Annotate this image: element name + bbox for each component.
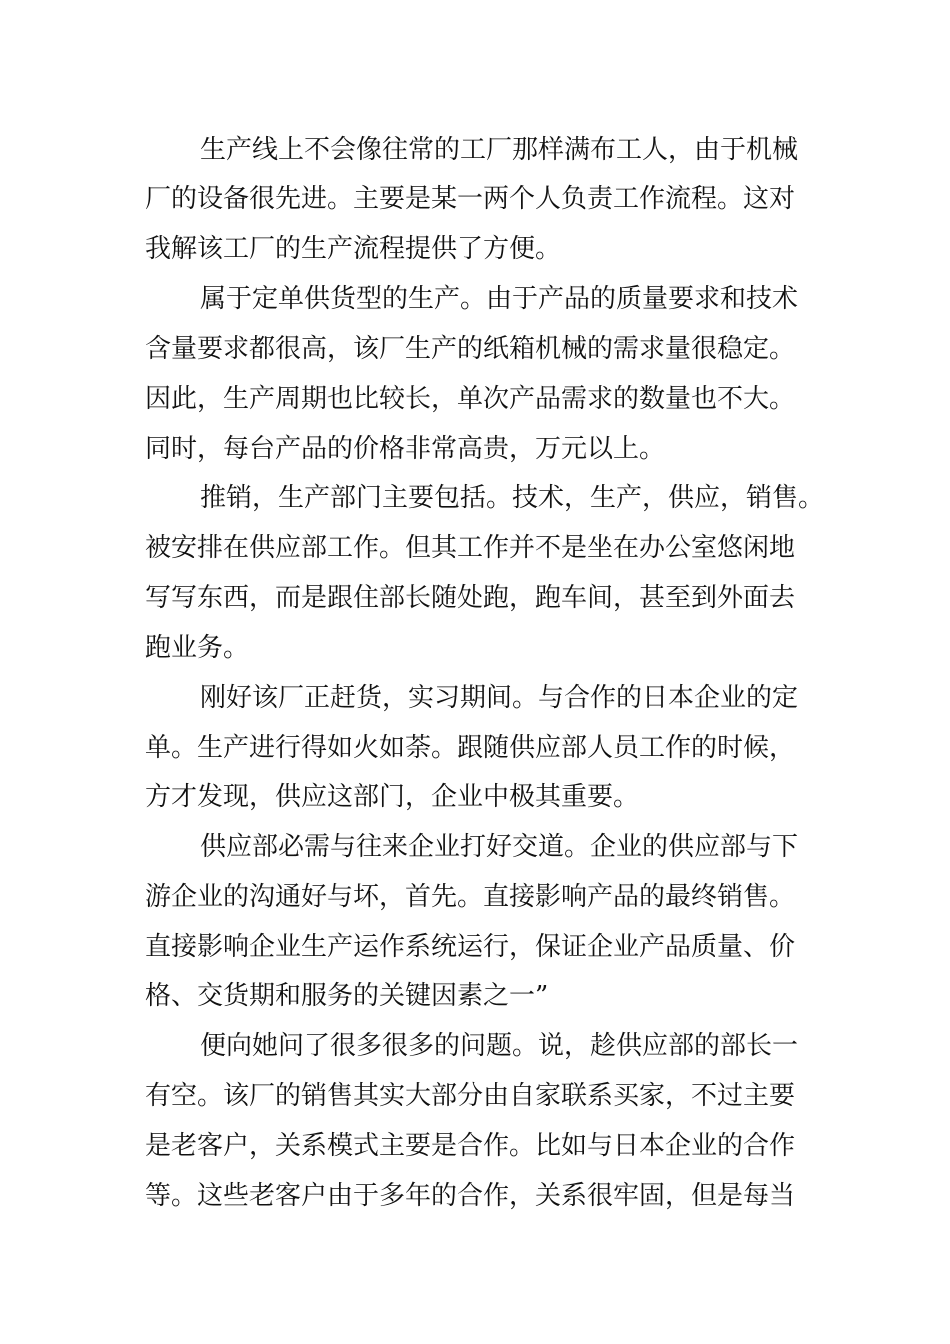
text-line: 属于定单供货型的生产。由于产品的质量要求和技术: [200, 284, 799, 314]
text-line: 因此，生产周期也比较长，单次产品需求的数量也不大。: [145, 384, 796, 414]
text-line: 直接影响企业生产运作系统运行，保证企业产品质量、价: [145, 932, 796, 962]
text-line: 便向她问了很多很多的问题。说，趁供应部的部长一: [200, 1031, 799, 1061]
text-line: 有空。该厂的销售其实大部分由自家联系买家，不过主要: [145, 1081, 796, 1111]
text-line: 供应部必需与往来企业打好交道。企业的供应部与下: [200, 832, 799, 862]
text-line: 格、交货期和服务的关键因素之一”: [145, 981, 549, 1011]
text-line: 写写东西，而是跟住部长随处跑，跑车间，甚至到外面去: [145, 583, 796, 613]
text-line: 跑业务。: [145, 633, 250, 663]
text-line: 含量要求都很高，该厂生产的纸箱机械的需求量很稳定。: [145, 334, 796, 364]
text-line: 生产线上不会像往常的工厂那样满布工人，由于机械: [200, 135, 799, 165]
text-line: 单。生产进行得如火如荼。跟随供应部人员工作的时候，: [145, 733, 796, 763]
text-line: 我解该工厂的生产流程提供了方便。: [145, 234, 562, 264]
text-line: 游企业的沟通好与坏，首先。直接影响产品的最终销售。: [145, 882, 796, 912]
text-line: 厂的设备很先进。主要是某一两个人负责工作流程。这对: [145, 184, 796, 214]
text-line: 推销，生产部门主要包括。技术，生产，供应，销售。: [200, 483, 825, 513]
text-line: 刚好该厂正赶货，实习期间。与合作的日本企业的定: [200, 683, 799, 713]
text-line: 是老客户，关系模式主要是合作。比如与日本企业的合作: [145, 1131, 796, 1161]
text-line: 同时，每台产品的价格非常高贵，万元以上。: [145, 434, 666, 464]
text-line: 等。这些老客户由于多年的合作，关系很牢固，但是每当: [145, 1181, 796, 1211]
text-line: 被安排在供应部工作。但其工作并不是坐在办公室悠闲地: [145, 533, 796, 563]
text-line: 方才发现，供应这部门，企业中极其重要。: [145, 782, 640, 812]
